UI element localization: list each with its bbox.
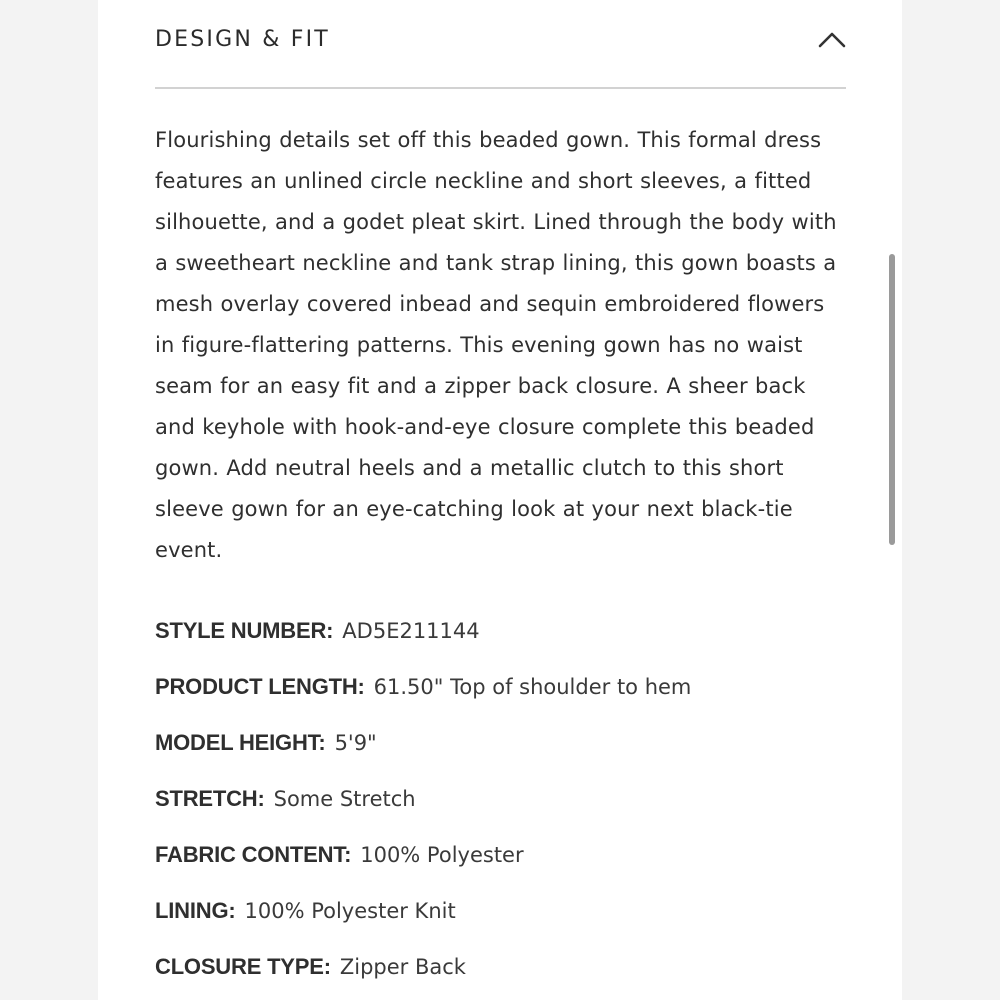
spec-label: LINING: — [155, 898, 236, 923]
spec-label: PRODUCT LENGTH: — [155, 674, 365, 699]
spec-label: FABRIC CONTENT: — [155, 842, 352, 867]
spec-value: 61.50" Top of shoulder to hem — [373, 675, 692, 699]
spec-model-height — [155, 722, 855, 778]
spec-closure-type — [155, 946, 855, 1000]
section-title: DESIGN & FIT — [155, 26, 330, 52]
spec-stretch — [155, 778, 855, 834]
product-specs-list — [155, 610, 855, 1000]
spec-label: STRETCH: — [155, 786, 265, 811]
chevron-up-icon[interactable] — [818, 30, 846, 48]
spec-lining — [155, 890, 855, 946]
spec-label: CLOSURE TYPE: — [155, 954, 331, 979]
spec-value: Zipper Back — [339, 955, 466, 979]
spec-value: AD5E211144 — [342, 619, 480, 643]
vertical-scrollbar[interactable] — [889, 254, 895, 545]
spec-product-length — [155, 666, 855, 722]
spec-label: MODEL HEIGHT: — [155, 730, 326, 755]
chevron-up-icon-glyph — [818, 30, 846, 48]
spec-style-number — [155, 610, 855, 666]
spec-value: 5'9" — [334, 731, 377, 755]
spec-value: 100% Polyester Knit — [244, 899, 456, 923]
spec-value: Some Stretch — [273, 787, 416, 811]
section-divider — [155, 87, 846, 89]
design-fit-accordion-header[interactable] — [155, 18, 846, 60]
spec-label: STYLE NUMBER: — [155, 618, 334, 643]
product-description: Flourishing details set off this beaded gown. This formal dress features an unlined circle neckline and short sleeves, a fitted silhouette, and a godet pleat skirt. Lined through the body with a sweetheart neckline and tank strap lining, this gown boasts a mesh overlay covered inbead and sequin embroidered flowers in figure-flattering patterns. This evening gown has no waist seam for an easy fit and a zipper back closure. A sheer back and keyhole with hook-and-eye closure complete this beaded gown. Add neutral heels and a metallic clutch to this short sleeve gown for an eye-catching look at your next black-tie event. — [155, 128, 837, 562]
spec-fabric-content — [155, 834, 855, 890]
spec-value: 100% Polyester — [360, 843, 524, 867]
